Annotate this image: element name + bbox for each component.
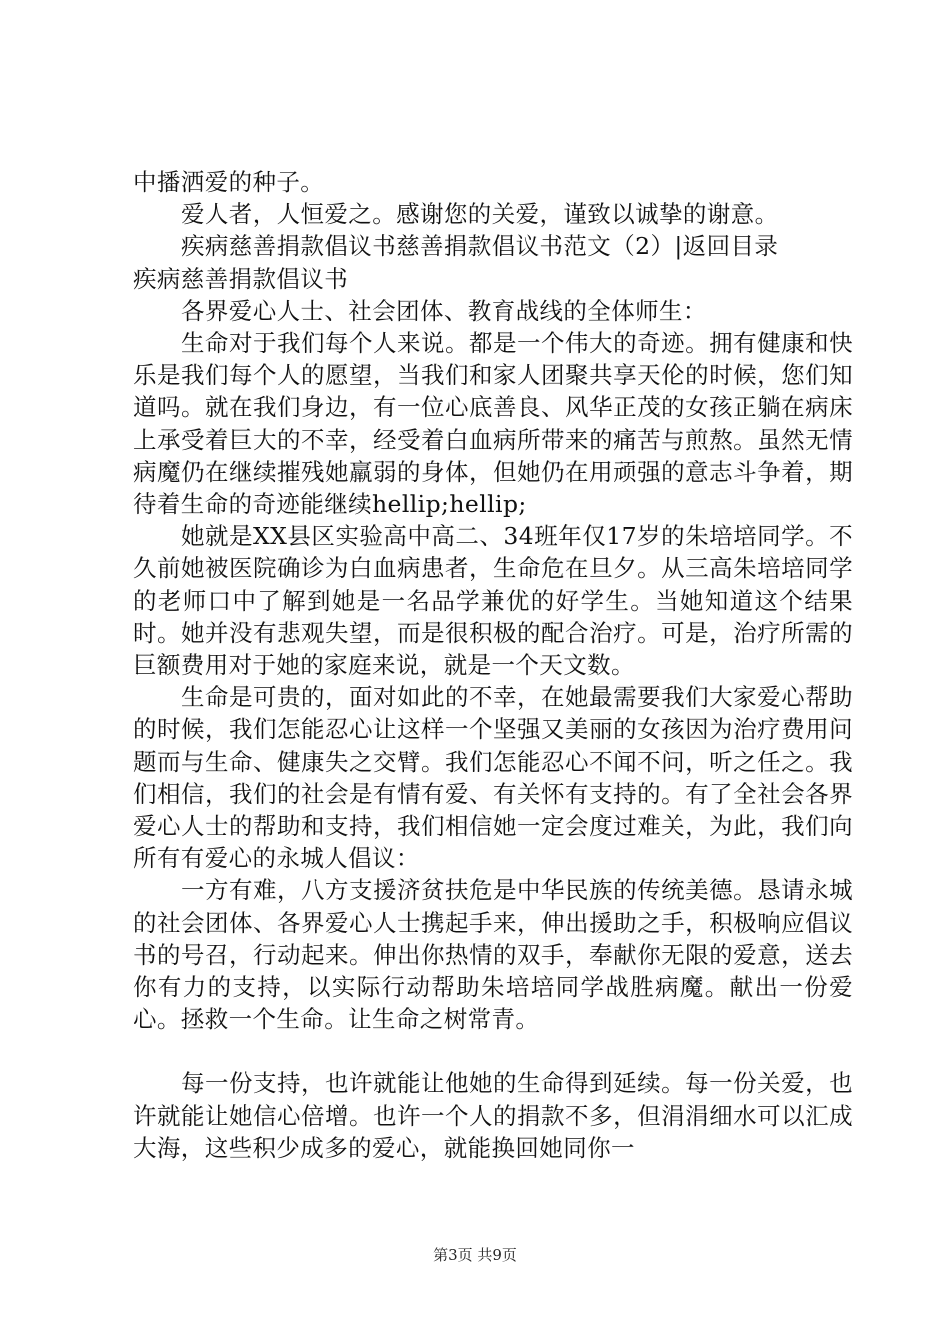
paragraph: 中播洒爱的种子。 (133, 168, 325, 196)
paragraph: 生命对于我们每个人来说。都是一个伟大的奇迹。拥有健康和快乐是我们每个人的愿望，当我们和家人团聚共享天伦的时候，您们知道吗。就在我们身边，有一位心底善良、风华正茂的女孩正躺在病床上承受着巨大的不幸，经受着白血病所带来的痛苦与煎熬。虽然无情病魔仍在继续摧残她羸弱的身体，但她仍在用顽强的意志斗争着，期待着生命的奇迹能继续hellip;hellip; (133, 329, 853, 519)
paragraph: 每一份支持，也许就能让他她的生命得到延续。每一份关爱，也许就能让她信心倍增。也许一个人的捐款不多，但涓涓细水可以汇成大海，这些积少成多的爱心，就能换回她同你一 (133, 1069, 853, 1162)
paragraph-spacer (133, 1035, 853, 1067)
paragraph: 爱人者，人恒爱之。感谢您的关爱，谨致以诚挚的谢意。 (181, 200, 779, 229)
paragraph: 一方有难，八方支援济贫扶危是中华民族的传统美德。恳请永城的社会团体、各界爱心人士携起手来，伸出援助之手，积极响应倡议书的号召，行动起来。伸出你热情的双手，奉献你无限的爱意，送去你有力的支持，以实际行动帮助朱培培同学战胜病魔。献出一份爱心。拯救一个生命。让生命之树常青。 (133, 876, 853, 1034)
page-footer: 第3页 共9页 (433, 1246, 517, 1264)
document-body (133, 166, 853, 1164)
paragraph: 她就是XX县区实验高中高二、34班年仅17岁的朱培培同学。不久前她被医院确诊为白血病患者，生命危在旦夕。从三高朱培培同学的老师口中了解到她是一名品学兼优的好学生。当她知道这个结果时。她并没有悲观失望，而是很积极的配合治疗。可是，治疗所需的巨额费用对于她的家庭来说，就是一个天文数。 (133, 522, 853, 680)
paragraph: 疾病慈善捐款倡议书 (133, 264, 349, 293)
paragraph: 各界爱心人士、社会团体、教育战线的全体师生： (181, 296, 707, 325)
paragraph: 生命是可贵的，面对如此的不幸，在她最需要我们大家爱心帮助的时候，我们怎能忍心让这样一个坚强又美丽的女孩因为治疗费用问题而与生命、健康失之交臂。我们怎能忍心不闻不问，听之任之。我们相信，我们的社会是有情有爱、有关怀有支持的。有了全社会各界爱心人士的帮助和支持，我们相信她一定会度过难关，为此，我们向所有有爱心的永城人倡议： (133, 683, 853, 873)
paragraph: 疾病慈善捐款倡议书慈善捐款倡议书范文（2）|返回目录 (181, 232, 779, 261)
